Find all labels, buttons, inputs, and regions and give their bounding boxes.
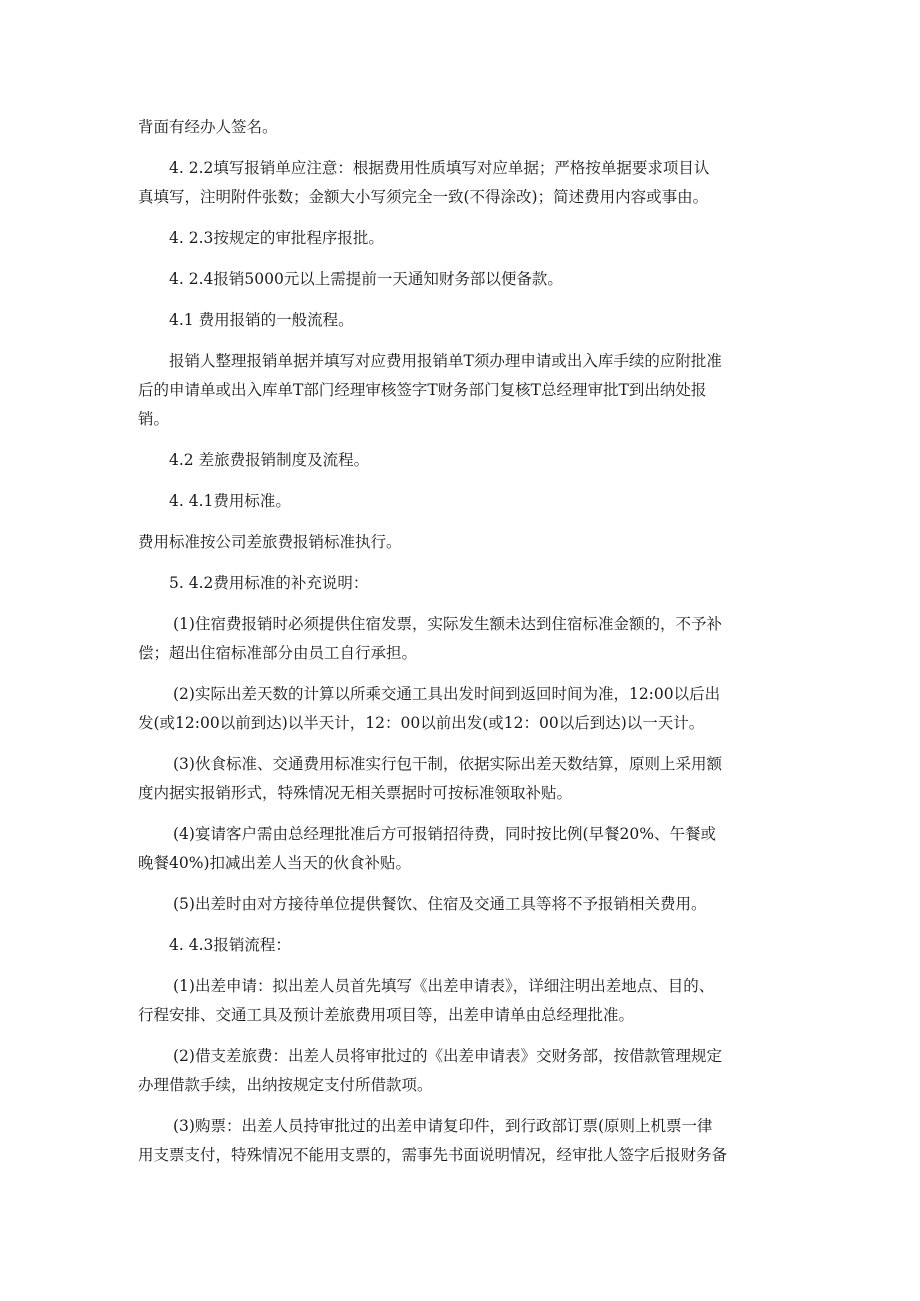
paragraph-p13 [138, 820, 786, 878]
paragraph-line: (5)出差时由对方接待单位提供餐饮、住宿及交通工具等将不予报销相关费用。 [173, 895, 707, 913]
paragraph-p11 [138, 680, 786, 738]
paragraph-p2 [138, 224, 786, 253]
paragraph-p1 [138, 154, 786, 212]
paragraph-line: 真填写，注明附件张数；金额大小写须完全一致(不得涂改)；简述费用内容或事由。 [138, 188, 709, 206]
paragraph-line: 用支票支付，特殊情况不能用支票的，需事先书面说明情况，经审批人签字后报财务备 [138, 1146, 728, 1164]
paragraph-p9 [138, 569, 786, 598]
paragraph-line: 发(或12:00以前到达)以半天计，12：00以前出发(或12：00以后到达)以一天计。 [138, 714, 705, 732]
paragraph-line: (2)借支差旅费：出差人员将审批过的《出差申请表》交财务部，按借款管理规定 [173, 1047, 722, 1065]
paragraph-line: 晚餐40%)扣减出差人当天的伙食补贴。 [138, 854, 411, 872]
paragraph-p16 [138, 972, 786, 1030]
paragraph-line: 4. 2.2填写报销单应注意：根据费用性质填写对应单据；严格按单据要求项目认 [169, 159, 710, 177]
paragraph-p8 [138, 528, 786, 557]
paragraph-p17 [138, 1042, 786, 1100]
paragraph-p3 [138, 265, 786, 294]
paragraph-p15 [138, 931, 786, 960]
paragraph-p0 [138, 113, 786, 142]
paragraph-line: (3)伙食标准、交通费用标准实行包干制，依据实际出差天数结算，原则上采用额 [173, 755, 722, 773]
paragraph-p10 [138, 610, 786, 668]
document-body [138, 113, 786, 1170]
paragraph-line: 度内据实报销形式，特殊情况无相关票据时可按标准领取补贴。 [138, 784, 573, 802]
paragraph-line: 销。 [138, 410, 170, 428]
paragraph-p6 [138, 446, 786, 475]
paragraph-line: 行程安排、交通工具及预计差旅费用项目等，出差申请单由总经理批准。 [138, 1006, 635, 1024]
paragraph-line: (1)出差申请：拟出差人员首先填写《出差申请表》，详细注明出差地点、目的、 [173, 977, 715, 995]
paragraph-p18 [138, 1112, 786, 1170]
paragraph-line: 4.2 差旅费报销制度及流程。 [169, 451, 370, 469]
paragraph-line: (1)住宿费报销时必须提供住宿发票，实际发生额未达到住宿标准金额的，不予补 [173, 615, 722, 633]
paragraph-line: 背面有经办人签名。 [138, 118, 278, 136]
paragraph-p12 [138, 750, 786, 808]
paragraph-line: (3)购票：出差人员持审批过的出差申请复印件，到行政部订票(原则上机票一律 [173, 1117, 713, 1135]
paragraph-line: 4. 4.3报销流程： [169, 936, 291, 954]
paragraph-line: 4. 2.3按规定的审批程序报批。 [169, 229, 384, 247]
paragraph-line: 后的申请单或出入库单T部门经理审核签字T财务部门复核T总经理审批T到出纳处报 [138, 381, 707, 399]
paragraph-line: 4. 4.1费用标准。 [169, 492, 291, 510]
paragraph-p5 [138, 347, 786, 434]
paragraph-line: 费用标准按公司差旅费报销标准执行。 [138, 533, 402, 551]
paragraph-line: 4. 2.4报销5000元以上需提前一天通知财务部以便备款。 [169, 270, 563, 288]
paragraph-line: 5. 4.2费用标准的补充说明： [169, 574, 369, 592]
paragraph-p4 [138, 306, 786, 335]
paragraph-p7 [138, 487, 786, 516]
paragraph-line: 报销人整理报销单据并填写对应费用报销单T须办理申请或出入库手续的应附批准 [169, 352, 722, 370]
paragraph-line: 偿；超出住宿标准部分由员工自行承担。 [138, 644, 418, 662]
paragraph-line: 4.1 费用报销的一般流程。 [169, 311, 354, 329]
paragraph-line: 办理借款手续，出纳按规定支付所借款项。 [138, 1076, 433, 1094]
paragraph-p14 [138, 890, 786, 919]
paragraph-line: (2)实际出差天数的计算以所乘交通工具出发时间到返回时间为准，12:00以后出 [173, 685, 721, 703]
paragraph-line: (4)宴请客户需由总经理批准后方可报销招待费，同时按比例(早餐20%、午餐或 [173, 825, 716, 843]
